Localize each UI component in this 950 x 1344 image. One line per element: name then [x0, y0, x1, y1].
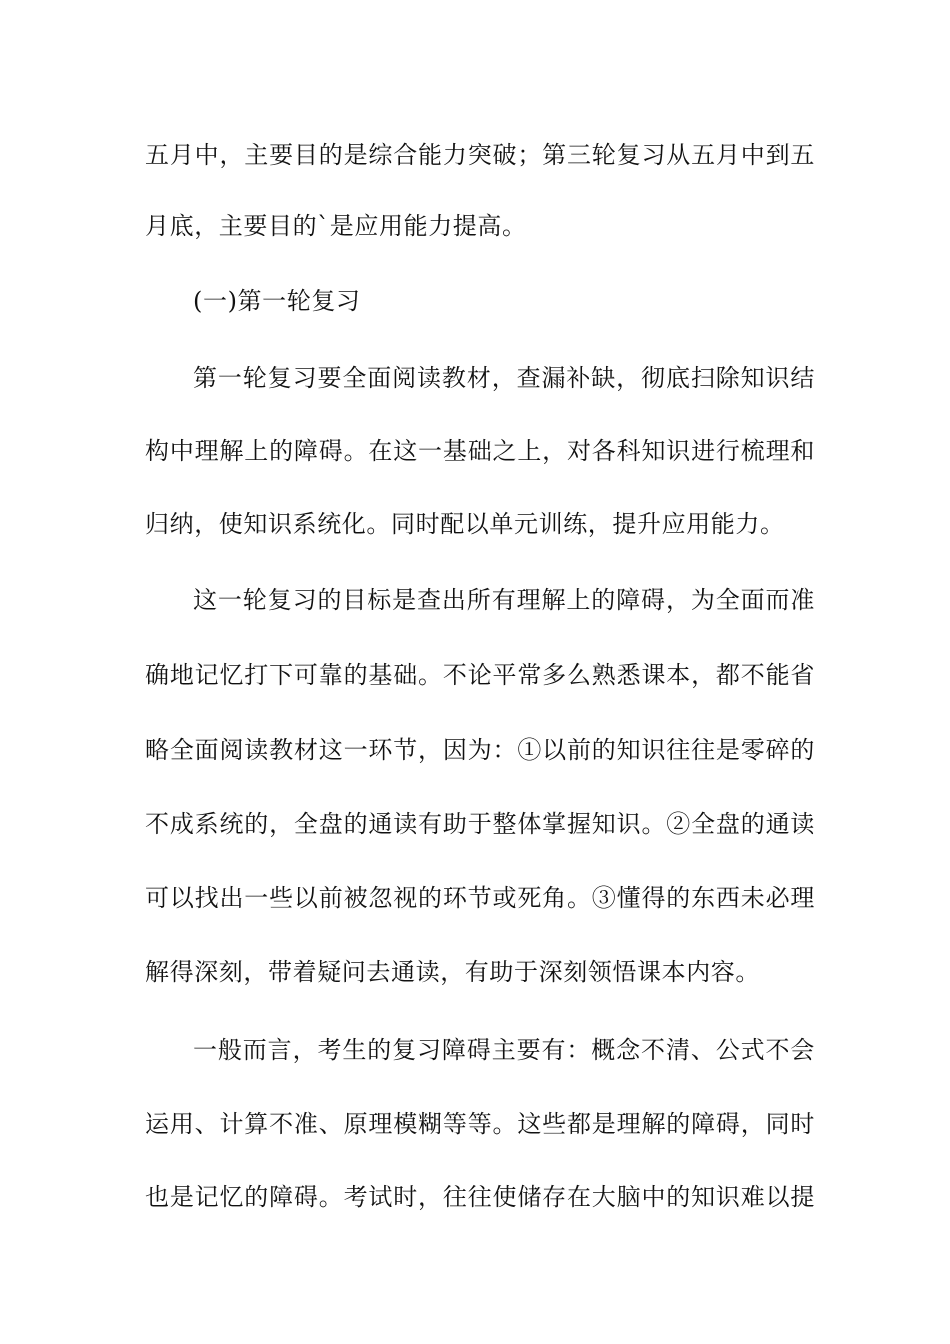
text-line: 月底，主要目的`是应用能力提高。: [145, 212, 527, 240]
text-line: 略全面阅读教材这一环节，因为：①以前的知识往往是零碎的: [145, 736, 815, 764]
text-line: 一般而言，考生的复习障碍主要有：概念不清、公式不会: [193, 1036, 815, 1064]
text-line: 也是记忆的障碍。考试时，往往使储存在大脑中的知识难以提: [145, 1183, 815, 1211]
text-line: 这一轮复习的目标是查出所有理解上的障碍，为全面而准: [193, 586, 815, 614]
text-line: 归纳，使知识系统化。同时配以单元训练，提升应用能力。: [145, 510, 785, 538]
text-line: 第一轮复习要全面阅读教材，查漏补缺，彻底扫除知识结: [193, 364, 815, 392]
text-line: 不成系统的，全盘的通读有助于整体掌握知识。②全盘的通读: [145, 810, 815, 838]
text-line: 构中理解上的障碍。在这一基础之上，对各科知识进行梳理和: [145, 437, 815, 465]
text-line: 五月中，主要目的是综合能力突破；第三轮复习从五月中到五: [145, 141, 815, 169]
text-line: 可以找出一些以前被忽视的环节或死角。③懂得的东西未必理: [145, 884, 815, 912]
text-line: 确地记忆打下可靠的基础。不论平常多么熟悉课本，都不能省: [145, 661, 815, 689]
section-heading: (一)第一轮复习: [193, 287, 361, 315]
text-line: 运用、计算不准、原理模糊等等。这些都是理解的障碍，同时: [145, 1110, 815, 1138]
text-line: 解得深刻，带着疑问去通读，有助于深刻领悟课本内容。: [145, 958, 760, 986]
